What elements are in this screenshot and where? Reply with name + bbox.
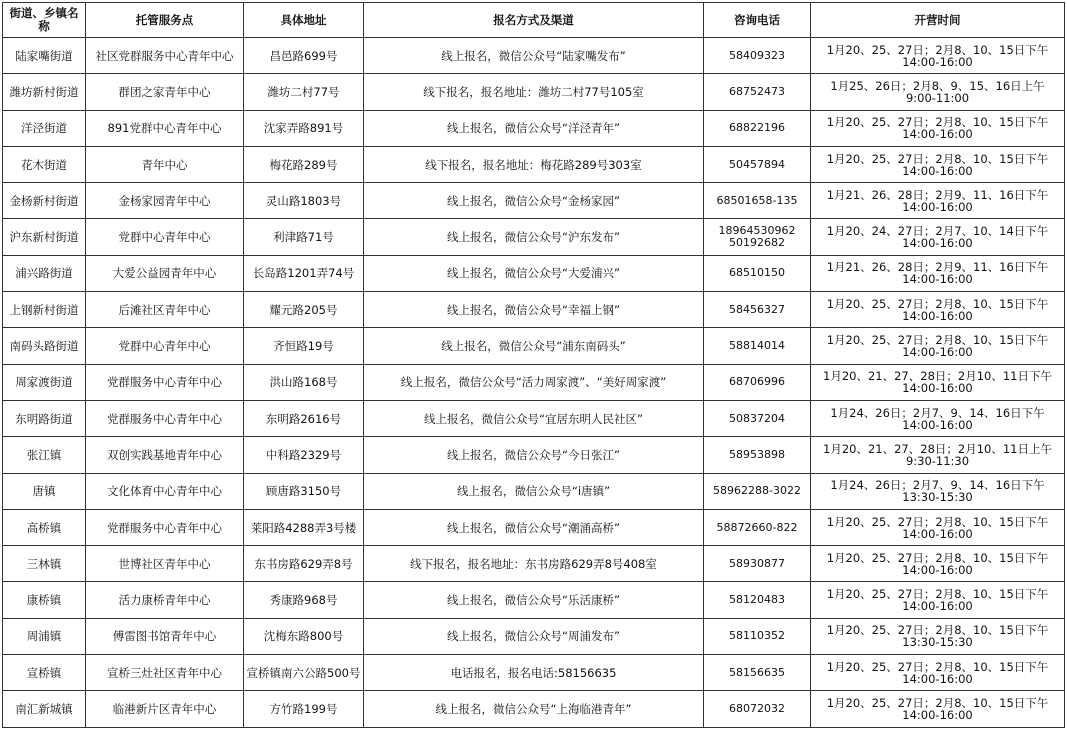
table-row <box>3 292 1065 328</box>
district-cell: 唐镇 <box>3 473 86 509</box>
header-registration: 报名方式及渠道 <box>364 3 704 38</box>
address-cell: 东明路2616号 <box>244 400 364 436</box>
service-point-cell: 双创实践基地青年中心 <box>86 437 244 473</box>
table-row <box>3 110 1065 146</box>
table-row <box>3 255 1065 291</box>
hours-cell: 1月20、25、27日；2月8、10、15日下午 14:00-16:00 <box>811 110 1065 146</box>
service-point-cell: 文化体育中心青年中心 <box>86 473 244 509</box>
table-row <box>3 655 1065 691</box>
table-row <box>3 400 1065 436</box>
header-phone: 咨询电话 <box>704 3 811 38</box>
address-cell: 长岛路1201弄74号 <box>244 255 364 291</box>
service-point-cell: 群团之家青年中心 <box>86 74 244 110</box>
registration-cell: 线上报名，微信公众号“今日张江” <box>364 437 704 473</box>
table-row <box>3 473 1065 509</box>
address-cell: 洪山路168号 <box>244 364 364 400</box>
service-point-cell: 活力康桥青年中心 <box>86 582 244 618</box>
service-point-cell: 大爱公益园青年中心 <box>86 255 244 291</box>
hours-cell: 1月20、25、27日；2月8、10、15日下午 14:00-16:00 <box>811 146 1065 182</box>
address-cell: 莱阳路4288弄3号楼 <box>244 509 364 545</box>
hours-cell: 1月20、25、27日；2月8、10、15日下午 14:00-16:00 <box>811 691 1065 727</box>
phone-cell: 58814014 <box>704 328 811 364</box>
service-point-cell: 傅雷图书馆青年中心 <box>86 618 244 654</box>
address-cell: 昌邑路699号 <box>244 38 364 74</box>
hours-cell: 1月20、25、27日；2月8、10、15日下午 14:00-16:00 <box>811 328 1065 364</box>
address-cell: 利津路71号 <box>244 219 364 255</box>
district-cell: 陆家嘴街道 <box>3 38 86 74</box>
service-point-cell: 后滩社区青年中心 <box>86 292 244 328</box>
hours-cell: 1月21、26、28日；2月9、11、16日下午 14:00-16:00 <box>811 255 1065 291</box>
address-cell: 灵山路1803号 <box>244 183 364 219</box>
phone-cell: 58110352 <box>704 618 811 654</box>
registration-cell: 线上报名，微信公众号“活力周家渡”、“美好周家渡” <box>364 364 704 400</box>
registration-cell: 线上报名，微信公众号“金杨家园” <box>364 183 704 219</box>
district-cell: 南汇新城镇 <box>3 691 86 727</box>
registration-cell: 线上报名，微信公众号“潮涌高桥” <box>364 509 704 545</box>
table-row <box>3 582 1065 618</box>
district-cell: 金杨新村街道 <box>3 183 86 219</box>
registration-cell: 线上报名，微信公众号“周浦发布” <box>364 618 704 654</box>
service-point-cell: 世博社区青年中心 <box>86 546 244 582</box>
hours-cell: 1月21、26、28日；2月9、11、16日下午 14:00-16:00 <box>811 183 1065 219</box>
service-point-cell: 金杨家园青年中心 <box>86 183 244 219</box>
district-cell: 洋泾街道 <box>3 110 86 146</box>
header-hours: 开营时间 <box>811 3 1065 38</box>
hours-cell: 1月24、26日；2月7、9、14、16日下午 14:00-16:00 <box>811 400 1065 436</box>
service-point-cell: 党群服务中心青年中心 <box>86 509 244 545</box>
phone-cell: 50837204 <box>704 400 811 436</box>
registration-cell: 线上报名，微信公众号“洋泾青年” <box>364 110 704 146</box>
registration-cell: 线上报名，微信公众号“i唐镇” <box>364 473 704 509</box>
phone-cell: 58456327 <box>704 292 811 328</box>
district-cell: 康桥镇 <box>3 582 86 618</box>
header-district: 街道、乡镇名称 <box>3 3 86 38</box>
table-row <box>3 618 1065 654</box>
service-point-cell: 党群中心青年中心 <box>86 219 244 255</box>
table-row <box>3 509 1065 545</box>
table-row <box>3 328 1065 364</box>
address-cell: 梅花路289号 <box>244 146 364 182</box>
table-row <box>3 691 1065 727</box>
district-cell: 周浦镇 <box>3 618 86 654</box>
phone-cell: 58120483 <box>704 582 811 618</box>
phone-cell: 50457894 <box>704 146 811 182</box>
header-service-point: 托管服务点 <box>86 3 244 38</box>
registration-cell: 线下报名，报名地址：东书房路629弄8号408室 <box>364 546 704 582</box>
district-cell: 东明路街道 <box>3 400 86 436</box>
registration-cell: 线上报名，微信公众号“上海临港青年” <box>364 691 704 727</box>
table-row <box>3 437 1065 473</box>
table-row <box>3 38 1065 74</box>
table-row <box>3 146 1065 182</box>
address-cell: 沈梅东路800号 <box>244 618 364 654</box>
phone-cell: 68510150 <box>704 255 811 291</box>
phone-cell: 58930877 <box>704 546 811 582</box>
phone-cell: 68501658-135 <box>704 183 811 219</box>
registration-cell: 线下报名，报名地址：潍坊二村77号105室 <box>364 74 704 110</box>
district-cell: 南码头路街道 <box>3 328 86 364</box>
table-row <box>3 364 1065 400</box>
address-cell: 宣桥镇南六公路500号 <box>244 655 364 691</box>
address-cell: 潍坊二村77号 <box>244 74 364 110</box>
phone-cell: 68752473 <box>704 74 811 110</box>
phone-cell: 58953898 <box>704 437 811 473</box>
registration-cell: 线上报名，微信公众号“大爱浦兴” <box>364 255 704 291</box>
header-row <box>3 3 1065 38</box>
youth-center-schedule-table <box>2 2 1065 728</box>
table-row <box>3 74 1065 110</box>
phone-cell: 58156635 <box>704 655 811 691</box>
district-cell: 张江镇 <box>3 437 86 473</box>
address-cell: 耀元路205号 <box>244 292 364 328</box>
hours-cell: 1月20、25、27日；2月8、10、15日下午 14:00-16:00 <box>811 582 1065 618</box>
service-point-cell: 青年中心 <box>86 146 244 182</box>
service-point-cell: 891党群中心青年中心 <box>86 110 244 146</box>
hours-cell: 1月20、21、27、28日；2月10、11日上午 9:30-11:30 <box>811 437 1065 473</box>
district-cell: 三林镇 <box>3 546 86 582</box>
district-cell: 沪东新村街道 <box>3 219 86 255</box>
service-point-cell: 党群中心青年中心 <box>86 328 244 364</box>
district-cell: 花木街道 <box>3 146 86 182</box>
address-cell: 中科路2329号 <box>244 437 364 473</box>
registration-cell: 线上报名，微信公众号“陆家嘴发布” <box>364 38 704 74</box>
table-row <box>3 546 1065 582</box>
registration-cell: 电话报名，报名电话:58156635 <box>364 655 704 691</box>
address-cell: 方竹路199号 <box>244 691 364 727</box>
district-cell: 宣桥镇 <box>3 655 86 691</box>
hours-cell: 1月20、25、27日；2月8、10、15日下午 14:00-16:00 <box>811 655 1065 691</box>
district-cell: 浦兴路街道 <box>3 255 86 291</box>
registration-cell: 线上报名，微信公众号“幸福上钢” <box>364 292 704 328</box>
service-point-cell: 党群服务中心青年中心 <box>86 364 244 400</box>
phone-cell: 58962288-3022 <box>704 473 811 509</box>
district-cell: 上钢新村街道 <box>3 292 86 328</box>
phone-cell: 58409323 <box>704 38 811 74</box>
registration-cell: 线上报名，微信公众号“乐活康桥” <box>364 582 704 618</box>
district-cell: 周家渡街道 <box>3 364 86 400</box>
phone-cell: 68072032 <box>704 691 811 727</box>
service-point-cell: 宣桥三灶社区青年中心 <box>86 655 244 691</box>
address-cell: 沈家弄路891号 <box>244 110 364 146</box>
hours-cell: 1月20、25、27日；2月8、10、15日下午 14:00-16:00 <box>811 292 1065 328</box>
hours-cell: 1月25、26日；2月8、9、15、16日上午 9:00-11:00 <box>811 74 1065 110</box>
address-cell: 齐恒路19号 <box>244 328 364 364</box>
registration-cell: 线上报名，微信公众号“浦东南码头” <box>364 328 704 364</box>
hours-cell: 1月20、25、27日；2月8、10、15日下午 14:00-16:00 <box>811 546 1065 582</box>
table-row <box>3 183 1065 219</box>
phone-cell: 18964530962 50192682 <box>704 219 811 255</box>
registration-cell: 线上报名，微信公众号“沪东发布” <box>364 219 704 255</box>
service-point-cell: 党群服务中心青年中心 <box>86 400 244 436</box>
phone-cell: 68706996 <box>704 364 811 400</box>
phone-cell: 58872660-822 <box>704 509 811 545</box>
hours-cell: 1月20、25、27日；2月8、10、15日下午 14:00-16:00 <box>811 38 1065 74</box>
table-row <box>3 219 1065 255</box>
header-address: 具体地址 <box>244 3 364 38</box>
address-cell: 顾唐路3150号 <box>244 473 364 509</box>
hours-cell: 1月20、25、27日；2月8、10、15日下午 13:30-15:30 <box>811 618 1065 654</box>
district-cell: 潍坊新村街道 <box>3 74 86 110</box>
address-cell: 东书房路629弄8号 <box>244 546 364 582</box>
phone-cell: 68822196 <box>704 110 811 146</box>
service-point-cell: 临港新片区青年中心 <box>86 691 244 727</box>
table-body <box>3 38 1065 728</box>
registration-cell: 线上报名，微信公众号“宜居东明人民社区” <box>364 400 704 436</box>
hours-cell: 1月24、26日；2月7、9、14、16日下午 13:30-15:30 <box>811 473 1065 509</box>
district-cell: 高桥镇 <box>3 509 86 545</box>
hours-cell: 1月20、21、27、28日；2月10、11日下午 14:00-16:00 <box>811 364 1065 400</box>
hours-cell: 1月20、24、27日；2月7、10、14日下午 14:00-16:00 <box>811 219 1065 255</box>
registration-cell: 线下报名，报名地址：梅花路289号303室 <box>364 146 704 182</box>
service-point-cell: 社区党群服务中心青年中心 <box>86 38 244 74</box>
hours-cell: 1月20、25、27日；2月8、10、15日下午 14:00-16:00 <box>811 509 1065 545</box>
address-cell: 秀康路968号 <box>244 582 364 618</box>
